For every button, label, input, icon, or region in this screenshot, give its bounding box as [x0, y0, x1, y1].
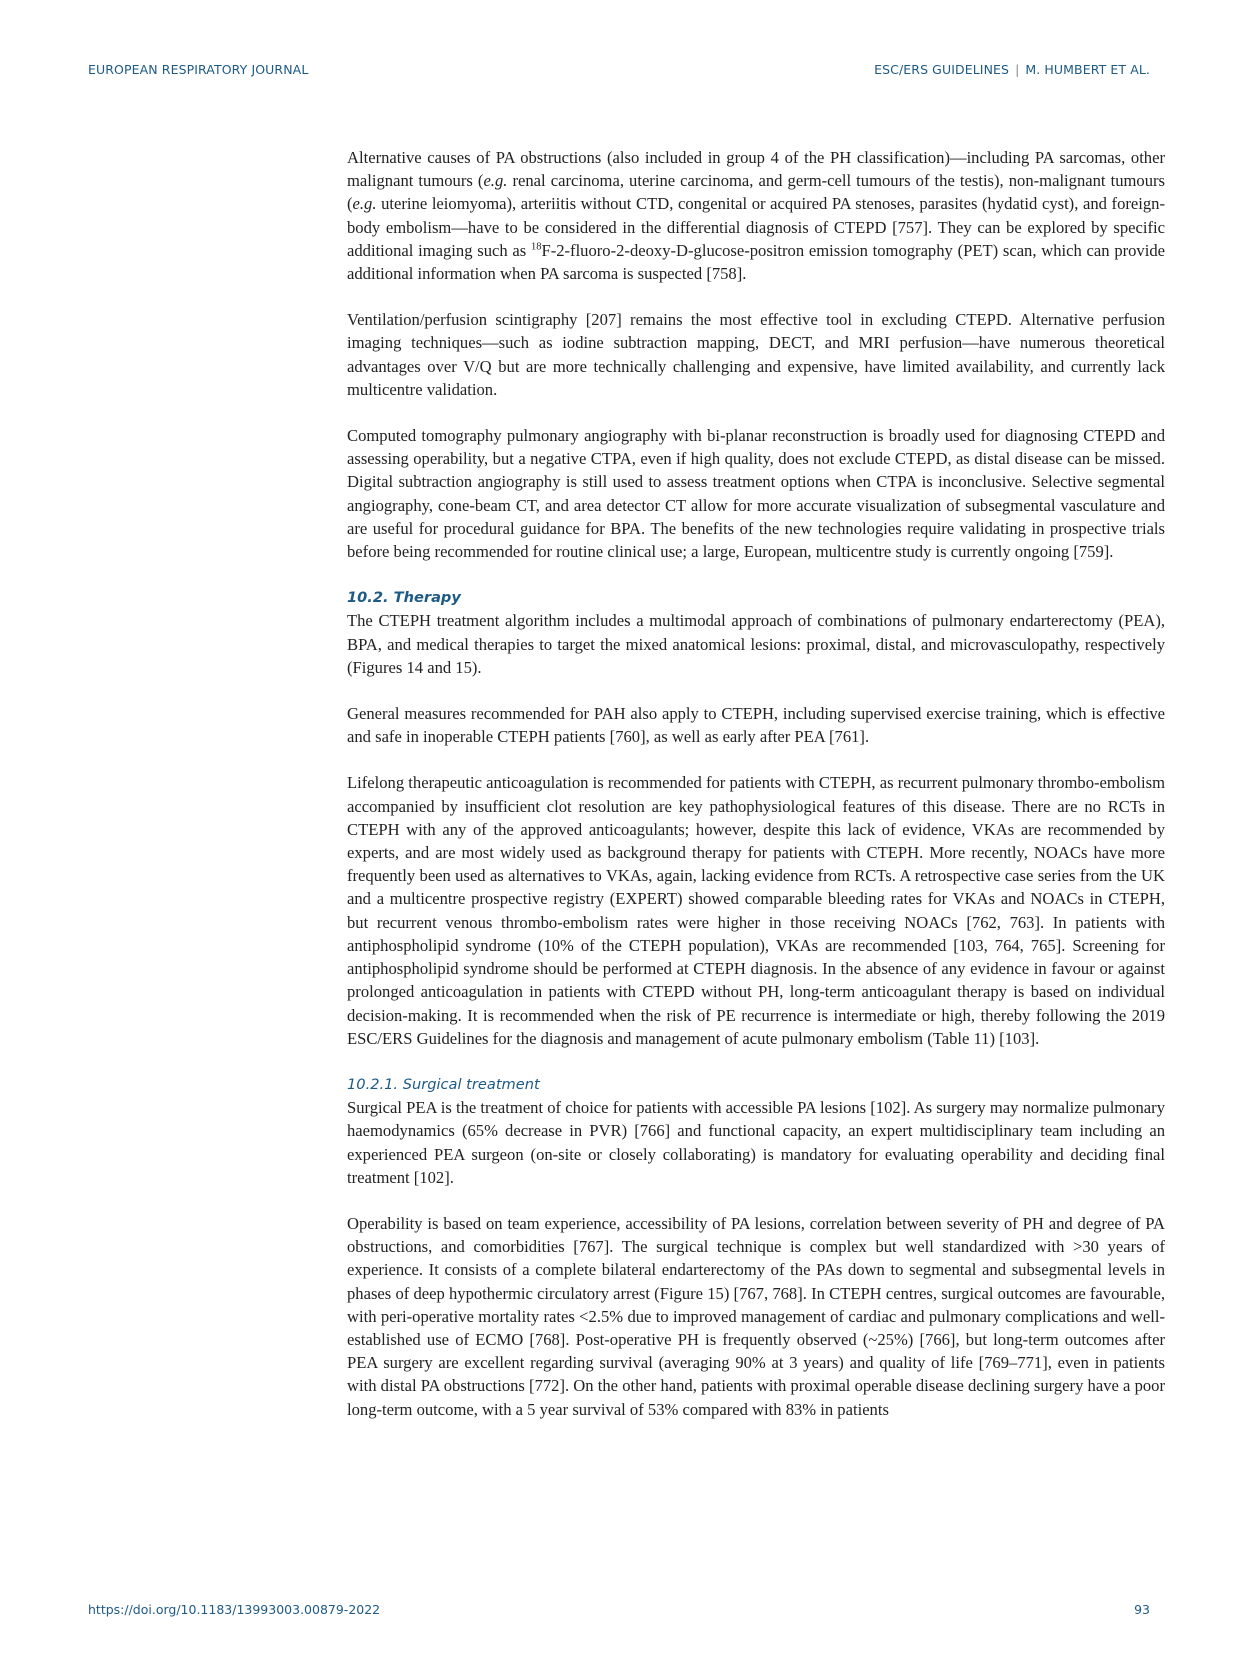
running-head-right — [874, 62, 1150, 77]
text-run: F-2-fluoro-2-deoxy-D-glucose-positron emission tomography (PET) scan, which can provide additional information when PA sarcoma is suspected [758]. — [347, 240, 1166, 284]
doi-link[interactable]: https://doi.org/10.1183/13993003.00879-2022 — [88, 1602, 381, 1617]
paragraph-ctpa: Computed tomography pulmonary angiography with bi-planar reconstruction is broadly used for diagnosing CTEPD and assessing operability, but a negative CTPA, even if high quality, does not exclude CTEPD, as distal disease can be missed. Digital subtraction angiography is still used to assess treatment options when CTPA is inconclusive. Selective segmental angiography, cone-beam CT, and area detector CT allow for more accurate visualization of subsegmental vasculature and are useful for procedural guidance for BPA. The benefits of the new technologies require validating in prospective trials before being recommended for routine clinical use; a large, European, multicentre study is currently ongoing [759]. — [347, 426, 1165, 562]
paragraph-alternative-causes — [347, 146, 1165, 285]
text-run: Alternative causes of PA obstructions (also included in group 4 of the PH classification)—including PA sarcomas, other malignant tumours ( — [347, 148, 1165, 191]
paragraph-anticoagulation: Lifelong therapeutic anticoagulation is recommended for patients with CTEPH, as recurrent pulmonary thrombo-embolism accompanied by insufficient clot resolution are key pathophysiological features of this disease. There are no RCTs in CTEPH with any of the approved anticoagulants; however, despite this lack of evidence, VKAs are recommended by experts, and are most widely used as background therapy for patients with CTEPH. More recently, NOACs have more frequently been used as alternatives to VKAs, again, lacking evidence from RCTs. A retrospective case series from the UK and a multicentre prospective registry (EXPERT) showed comparable bleeding rates for VKAs and NOACs in CTEPH, but recurrent venous thrombo-embolism rates were higher in those receiving NOACs [762, 763]. In patients with antiphospholipid syndrome (10% of the CTEPH population), VKAs are recommended [103, 764, 765]. Screening for antiphospholipid syndrome should be performed at CTEPH diagnosis. In the absence of any evidence in favour or against prolonged anticoagulation in patients with CTEPD without PH, long-term anticoagulant therapy is based on individual decision-making. It is recommended when the risk of PE recurrence is intermediate or high, thereby following the 2019 ESC/ERS Guidelines for the diagnosis and management of acute pulmonary embolism (Table 11) [103]. — [347, 773, 1165, 1048]
paragraph-treatment-algorithm: The CTEPH treatment algorithm includes a multimodal approach of combinations of pulmonary endarterectomy (PEA), BPA, and medical therapies to target the mixed anatomical lesions: proximal, distal, and microvasculopathy, respectively (Figures 14 and 15). — [347, 611, 1165, 677]
article-body — [347, 146, 1165, 1444]
paragraph-vq-scintigraphy: Ventilation/perfusion scintigraphy [207] remains the most effective tool in excluding CTEPD. Alternative perfusion imaging techniques—such as iodine subtraction mapping, DECT, and MRI perfusion—have numerous theoretical advantages over V/Q but are more technically challenging and expensive, have limited availability, and currently lack multicentre validation. — [347, 310, 1165, 399]
superscript-18: 18 — [530, 241, 542, 253]
text-run: uterine leiomyoma), arteriitis without CTD, congenital or acquired PA stenoses, parasites (hydatid cyst), and foreign-body embolism—have to be considered in the differential diagnosis of CTEPD [757]. They can be explored by specific additional imaging such as — [347, 194, 1165, 260]
italic-eg: e.g. — [483, 171, 508, 191]
paragraph-operability: Operability is based on team experience, accessibility of PA lesions, correlation between severity of PH and degree of PA obstructions, and comorbidities [767]. The surgical technique is complex but well standardized with >30 years of experience. It consists of a complete bilateral endarterectomy of the PAs down to segmental and subsegmental levels in phases of deep hypothermic circulatory arrest (Figure 15) [767, 768]. In CTEPH centres, surgical outcomes are favourable, with peri-operative mortality rates <2.5% due to improved management of cardiac and pulmonary complications and well-established use of ECMO [768]. Post-operative PH is frequently observed (~25%) [766], but long-term outcomes after PEA surgery are excellent regarding survival (averaging 90% at 3 years) and quality of life [769–771], even in patients with distal PA obstructions [772]. On the other hand, patients with proximal operable disease declining surgery have a poor long-term outcome, with a 5 year survival of 53% compared with 83% in patients — [347, 1213, 1165, 1419]
header-separator: | — [1015, 62, 1020, 77]
text-run: renal carcinoma, uterine carcinoma, and germ-cell tumours of the testis), non-malignant tumours ( — [347, 171, 1165, 214]
page-number: 93 — [1134, 1602, 1150, 1617]
subsection-heading-surgical: 10.2.1. Surgical treatment — [347, 1075, 540, 1093]
section-heading-therapy: 10.2. Therapy — [347, 589, 461, 607]
italic-eg: e.g. — [352, 194, 377, 214]
journal-name: EUROPEAN RESPIRATORY JOURNAL — [88, 62, 309, 77]
authors-label: M. HUMBERT ET AL. — [1025, 62, 1150, 77]
paragraph-surgical-pea: Surgical PEA is the treatment of choice for patients with accessible PA lesions [102]. As surgery may normalize pulmonary haemodynamics (65% decrease in PVR) [766] and functional capacity, an expert multidisciplinary team including an experienced PEA surgeon (on-site or closely collaborating) is mandatory for evaluating operability and deciding final treatment [102]. — [347, 1098, 1165, 1187]
paragraph-general-measures: General measures recommended for PAH also apply to CTEPH, including supervised exercise training, which is effective and safe in inoperable CTEPH patients [760], as well as early after PEA [761]. — [347, 704, 1165, 747]
section-label: ESC/ERS GUIDELINES — [874, 62, 1010, 77]
